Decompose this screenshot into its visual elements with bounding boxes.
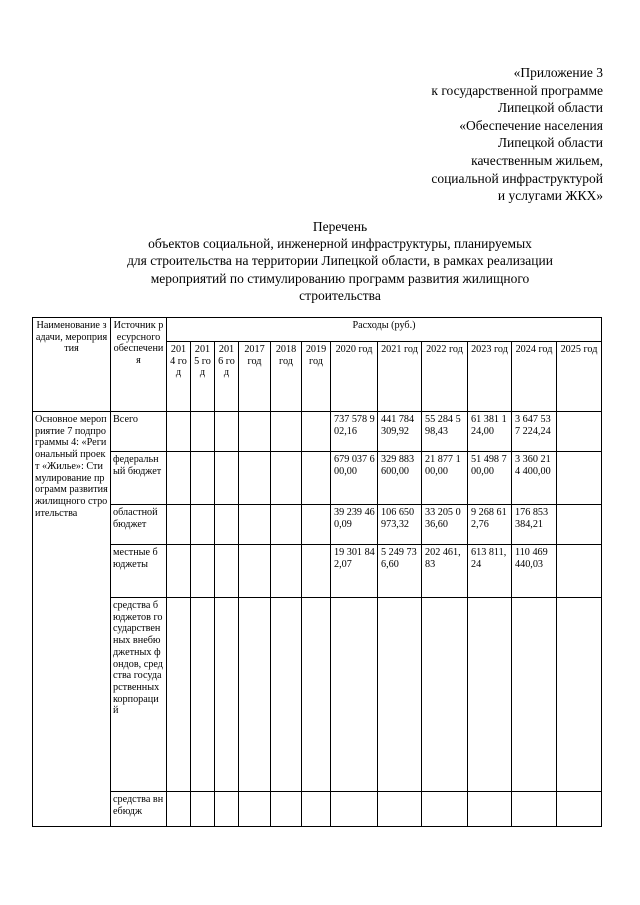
source-cell: средства внебюдж xyxy=(111,792,167,827)
title-line: для строительства на территории Липецкой области, в рамках реализации xyxy=(127,253,553,269)
header-source: Источник ресурсного обеспечения xyxy=(111,318,167,412)
value-2022: 33 205 036,60 xyxy=(422,505,468,545)
appendix-header xyxy=(343,64,603,205)
value-2022: 202 461,83 xyxy=(422,545,468,598)
title-line: объектов социальной, инженерной инфраструктуры, планируемых xyxy=(148,236,532,252)
table-row xyxy=(33,598,602,792)
year-header: 2023 год xyxy=(468,342,512,412)
value-2023: 9 268 612,76 xyxy=(468,505,512,545)
value-2023: 51 498 700,00 xyxy=(468,452,512,505)
document-title xyxy=(60,218,620,304)
year-header: 2014 год xyxy=(167,342,191,412)
expenses-table xyxy=(32,317,602,827)
appendix-line: «Приложение 3 xyxy=(513,65,603,80)
source-cell: федеральный бюджет xyxy=(111,452,167,505)
value-2020: 39 239 460,09 xyxy=(331,505,378,545)
table-row xyxy=(33,505,602,545)
appendix-line: качественным жильем, xyxy=(471,152,603,168)
table-row xyxy=(33,412,602,452)
value-2023: 61 381 124,00 xyxy=(468,412,512,452)
value-2024: 176 853 384,21 xyxy=(512,505,557,545)
value-2021: 5 249 736,60 xyxy=(378,545,422,598)
year-header: 2024 год xyxy=(512,342,557,412)
year-header: 2017 год xyxy=(239,342,271,412)
table-row xyxy=(33,792,602,827)
value-2023: 613 811,24 xyxy=(468,545,512,598)
table-row xyxy=(33,545,602,598)
header-task: Наименование задачи, мероприятия xyxy=(33,318,111,412)
title-line: мероприятий по стимулированию программ развития жилищного xyxy=(150,270,530,286)
header-expenses: Расходы (руб.) xyxy=(167,318,602,342)
year-header: 2016 год xyxy=(215,342,239,412)
title-line: строительства xyxy=(299,287,381,303)
value-2022: 55 284 598,43 xyxy=(422,412,468,452)
value-2024: 110 469 440,03 xyxy=(512,545,557,598)
value-2020: 679 037 600,00 xyxy=(331,452,378,505)
year-header: 2019 год xyxy=(302,342,331,412)
table-row xyxy=(33,452,602,505)
year-header: 2025 год xyxy=(557,342,602,412)
year-header: 2015 год xyxy=(191,342,215,412)
task-cell: Основное мероприятие 7 подпрограммы 4: «Региональный проект «Жилье»: Стимулирование программ развития жилищного строительства xyxy=(33,412,111,827)
appendix-line: и услугами ЖКХ» xyxy=(497,188,603,204)
source-cell: Всего xyxy=(111,412,167,452)
year-header: 2018 год xyxy=(271,342,302,412)
appendix-line: социальной инфраструктурой xyxy=(431,170,603,186)
source-cell: средства бюджетов государственных внебюджетных фондов, средства государственных корпораций xyxy=(111,598,167,792)
value-2020: 19 301 842,07 xyxy=(331,545,378,598)
value-2024: 3 360 214 400,00 xyxy=(512,452,557,505)
source-cell: областной бюджет xyxy=(111,505,167,545)
appendix-line: Липецкой области xyxy=(497,135,603,151)
year-header: 2021 год xyxy=(378,342,422,412)
title-line: Перечень xyxy=(312,219,368,234)
table-header-row xyxy=(33,318,602,342)
value-2021: 329 883 600,00 xyxy=(378,452,422,505)
value-2021: 441 784 309,92 xyxy=(378,412,422,452)
value-2021: 106 650 973,32 xyxy=(378,505,422,545)
year-header: 2020 год xyxy=(331,342,378,412)
appendix-line: «Обеспечение населения xyxy=(459,117,603,133)
value-2024: 3 647 537 224,24 xyxy=(512,412,557,452)
source-cell: местные бюджеты xyxy=(111,545,167,598)
appendix-line: к государственной программе xyxy=(431,82,603,98)
appendix-line: Липецкой области xyxy=(497,100,603,116)
value-2022: 21 877 100,00 xyxy=(422,452,468,505)
year-header: 2022 год xyxy=(422,342,468,412)
value-2020: 737 578 902,16 xyxy=(331,412,378,452)
